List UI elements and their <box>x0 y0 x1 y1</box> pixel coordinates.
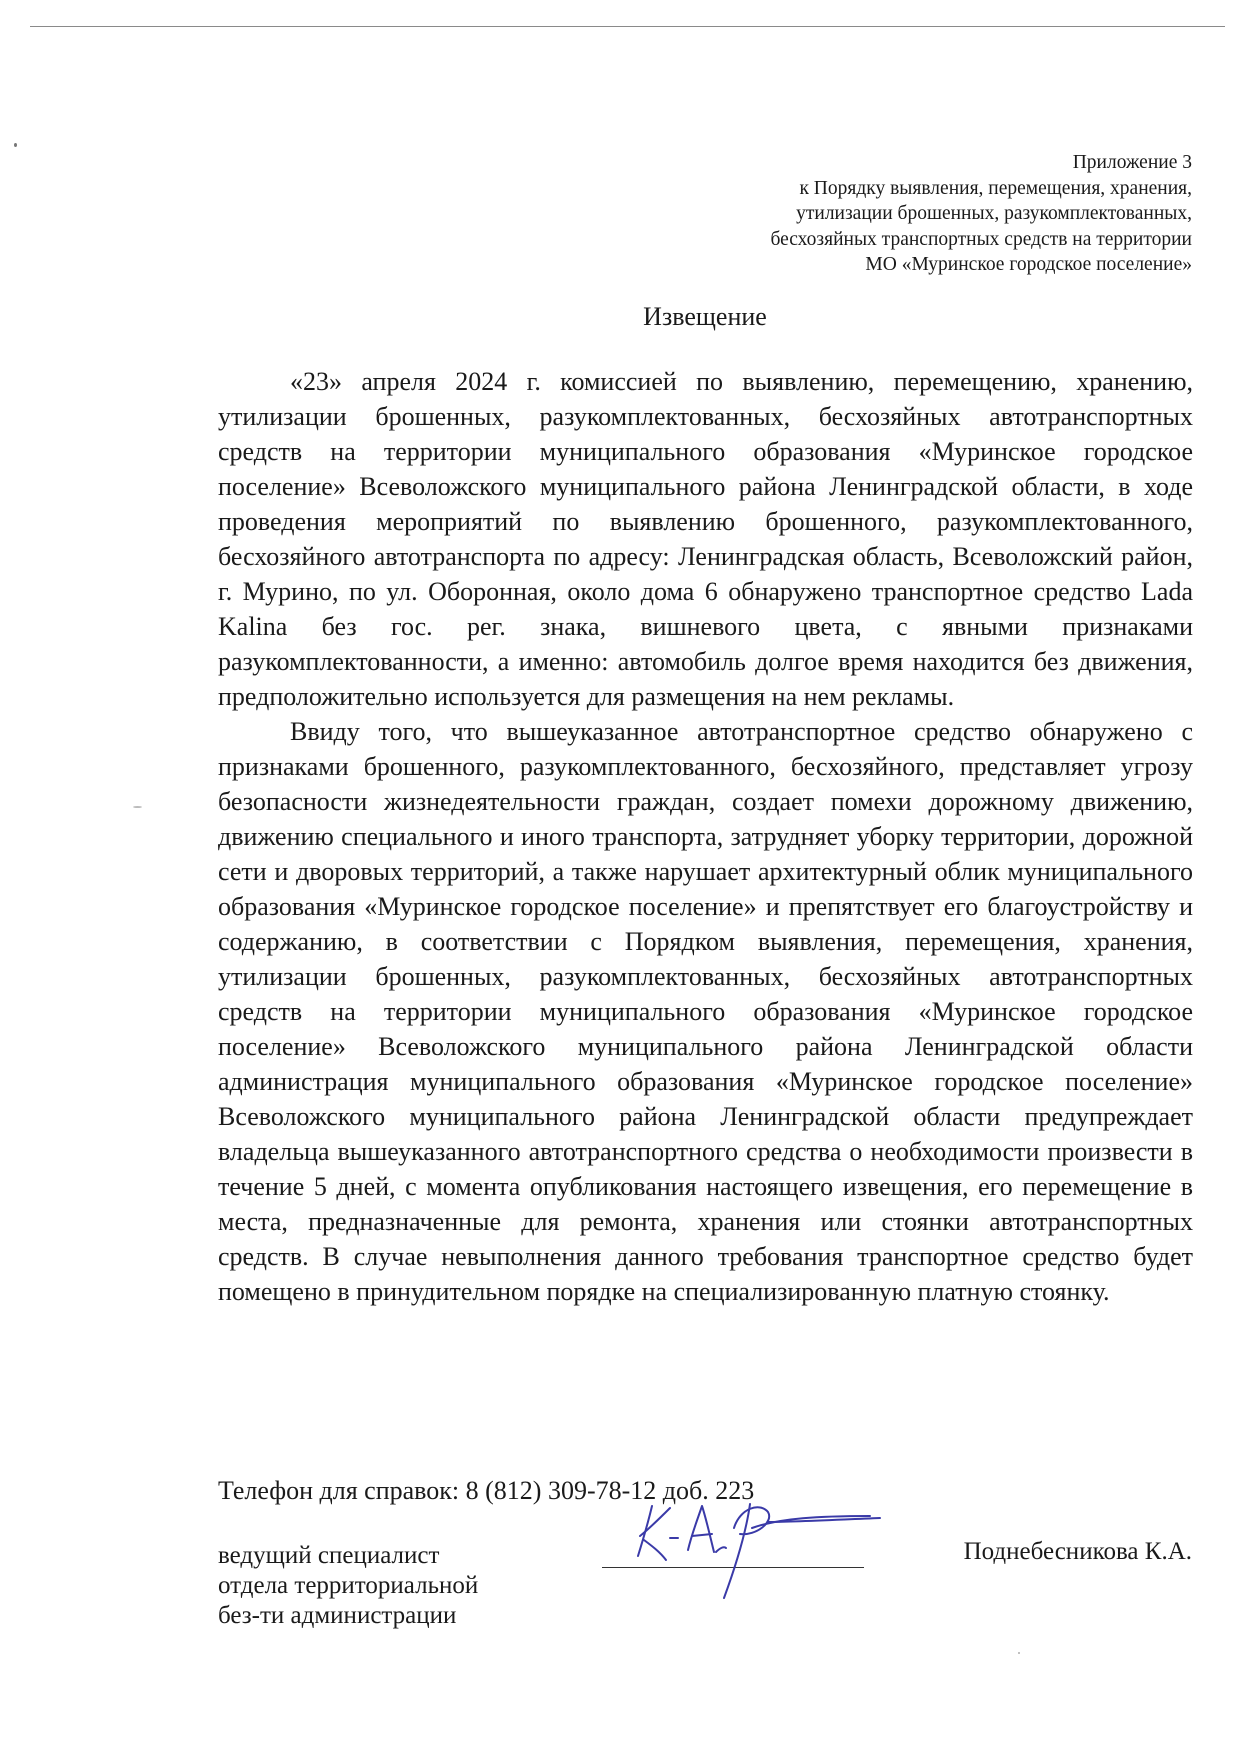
document-title: Извещение <box>643 302 767 331</box>
handwritten-signature <box>630 1488 890 1608</box>
appendix-line: МО «Муринское городское поселение» <box>865 254 1192 275</box>
position-line: ведущий специалист <box>218 1542 440 1569</box>
paragraph: «23» апреля 2024 г. комиссией по выявлению, перемещению, хранению, утилизации брошенных, разукомплектованных, бесхозяйных автотранспортных средств на территории муниципального образования «Муринское городское поселение» Всеволожского муниципального района Ленинградской области, в ходе проведения мероприятий по выявлению брошенного, разукомплектованного, бесхозяйного автотранспорта по адресу: Ленинградская область, Всеволожский район, г. Мурино, по ул. Оборонная, около дома 6 обнаружено транспортное средство Lada Kalina без гос. рег. знака, вишневого цвета, с явными признаками разукомплектованности, а именно: автомобиль долгое время находится без движения, предположительно используется для размещения на нем рекламы. <box>218 367 1193 711</box>
position-line: отдела территориальной <box>218 1572 479 1599</box>
appendix-reference <box>632 150 1192 278</box>
scan-speck <box>133 806 142 808</box>
appendix-line: Приложение 3 <box>1072 152 1192 173</box>
scan-edge-line <box>30 26 1225 27</box>
signer-name: Поднебесникова К.А. <box>963 1538 1192 1565</box>
position-line: без-ти администрации <box>218 1602 457 1629</box>
appendix-line: к Порядку выявления, перемещения, хранения, <box>799 177 1192 199</box>
appendix-line: бесхозяйных транспортных средств на территории <box>770 228 1192 250</box>
appendix-line: утилизации брошенных, разукомплектованных, <box>796 203 1192 224</box>
signatory-position <box>218 1541 478 1631</box>
paragraph: Ввиду того, что вышеуказанное автотранспортное средство обнаружено с признаками брошенного, разукомплектованного, бесхозяйного, представляет угрозу безопасности жизнедеятельности граждан, создает помехи дорожному движению, движению специального и иного транспорта, затрудняет уборку территории, дорожной сети и дворовых территорий, а также нарушает архитектурный облик муниципального образования «Муринское городское поселение» и препятствует его благоустройству и содержанию, в соответствии с Порядком выявления, перемещения, хранения, утилизации брошенных, разукомплектованных, бесхозяйных автотранспортных средств на территории муниципального образования «Муринское городское поселение» Всеволожского муниципального района Ленинградской области администрация муниципального образования «Муринское городское поселение» Всеволожского муниципального района Ленинградской области предупреждает владельца вышеуказанного автотранспортного средства о необходимости произвести в течение 5 дней, с момента опубликования настоящего извещения, его перемещение в места, предназначенные для ремонта, хранения или стоянки автотранспортных средств. В случае невыполнения данного требования транспортное средство будет помещено в принудительном порядке на специализированную платную стоянку. <box>218 717 1193 1306</box>
contact-phone: Телефон для справок: 8 (812) 309-78-12 доб. 223 <box>218 1476 755 1505</box>
scan-speck <box>1018 1652 1020 1654</box>
scan-speck <box>14 143 17 147</box>
notice-body <box>218 364 1193 1309</box>
